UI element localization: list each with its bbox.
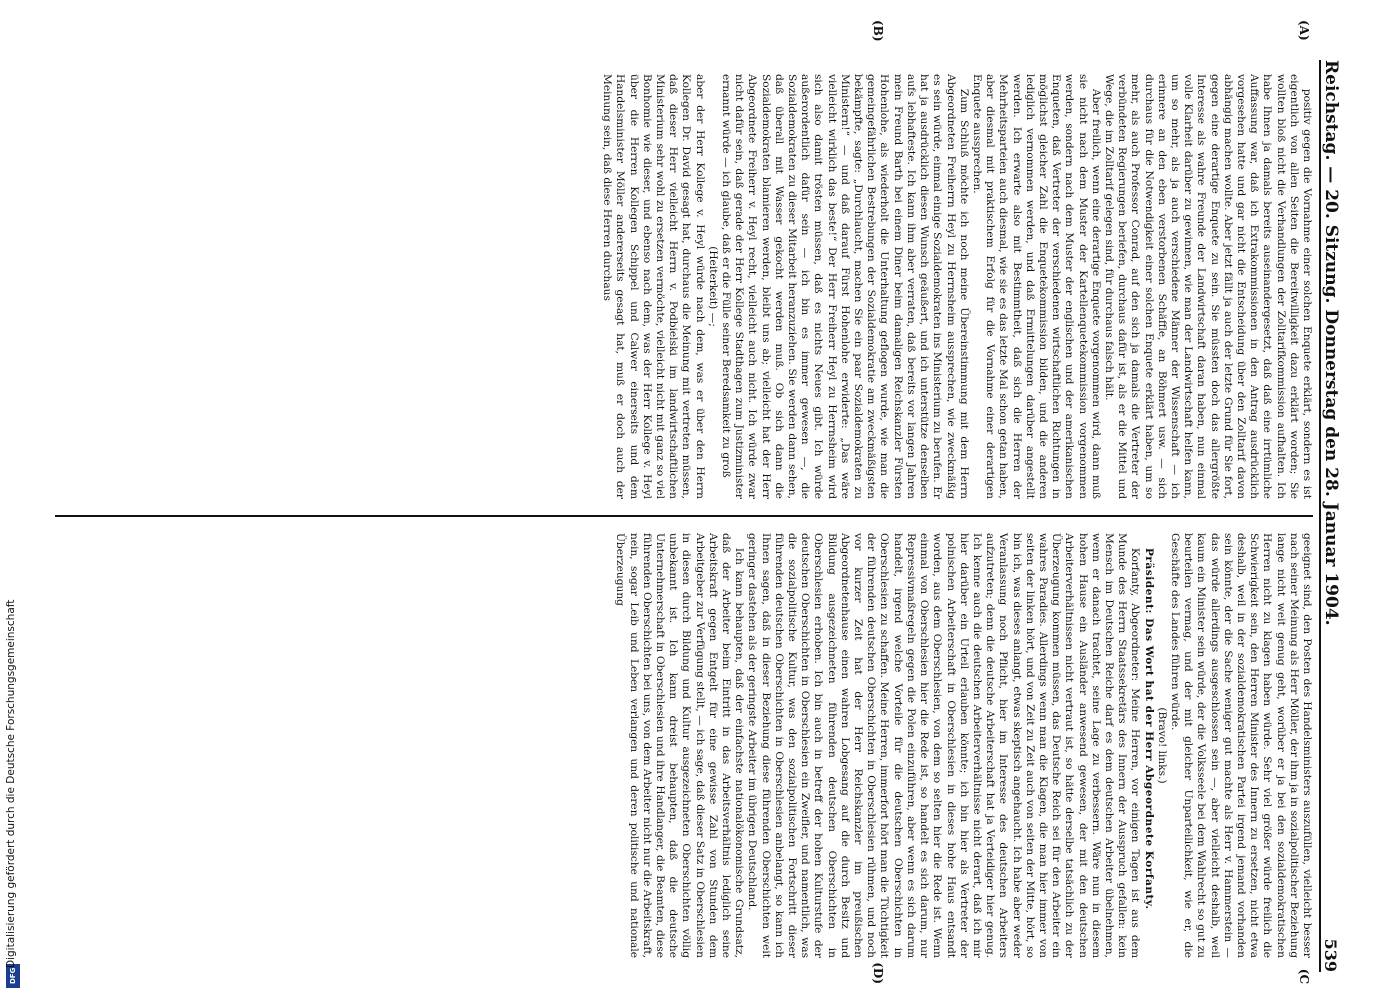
page-number: 539 [1321, 938, 1340, 972]
paragraph: Korfanty, Abgeordneter: Meine Herren, vor einigen Tagen ist aus dem Munde des Herrn Staatssekretärs des Innern der Ausspruch gefallen: kein Mensch im Deutschen Reiche darf es dem deutschen Arbeiter übelnehmen, wenn er danach trachtet, seine Lage zu verbessern. Wäre nun in diesem hohen Hause ein Ausländer anwesend gewesen, der mit den deutschen Arbeiterverhältnissen nicht vertraut ist, so hätte derselbe tatsächlich zu der Überzeugung kommen müssen, das Deutsche Reich sei für den Arbeiter ein wahres Paradies. Allerdings wenn man die Klagen, die man hier immer von seiten der linken hört, und von Zeit zu Zeit auch von seiten der Mitte, hört, so bin ich, was dieses anlangt, etwas skeptisch angehaucht. Ich habe aber weder Veranlassung noch Pflicht, hier im Interesse des deutschen Arbeiters aufzutreten; denn die deutsche Arbeiterschaft hat ja Verteidiger hier genug. Ich kenne auch die deutschen Arbeiterverhältnisse nicht derart, daß ich mir hier darüber ein Urteil erlauben könnte; ich bin hier als Vertreter der polnischen Arbeiterschaft in Oberschlesien in dieses hohe Haus entsandt worden, aus dem Oberschlesien, von dem so selten hier die Rede ist. Wenn einmal von Oberschlesien hier die Rede ist, so handelt es sich darum, nur Repressivmaßregeln gegen die Polen einzuführen, aber wenn es sich darum handelt, irgend welche Vorteile für die deutschen Oberschichten in Oberschlesien zu schaffen. Meine Herren, immerfort hört man die Tüchtigkeit der führenden deutschen Oberschichten in Oberschlesien rühmen, und noch vor kurzer Zeit hat der Herr Reichskanzler im preußischen Abgeordnetenhause einen wahren Lobgesang auf die durch Besitz und Bildung ausgezeichneten führenden deutschen Oberschichten in Oberschlesien erhoben. Ich bin auch in betreff der hohen Kulturstufe der deutschen Oberschichten in Oberschlesien ein Zweifler, und namentlich, was die sozialpolitische Kultur, was den sozialpolitischen Fortschritt dieser führenden deutschen Oberschichten in Oberschlesien anbelangt, so kann ich Ihnen sagen, daß in dieser Beziehung diese führenden Oberschichten weit geringer dastehen als der geringste Arbeiter im übrigen Deutschland. [746, 533, 1142, 958]
paragraph: Ich kann behaupten, daß der einfachste nationalökonomische Grundsatz, daß der Arbeiter beim Eintritt in das Arbeitsverhältnis lediglich seine Arbeitskraft gegen Entgelt für eine gewisse Zahl von Stunden dem Arbeitgeber zur Verfügung stellt, — ich sage, daß dieser Satz in Oberschlesien in diesen durch Bildung und Kultur ausgezeichneten Oberschichten völlig unbekannt ist. Ich kann dreist behaupten, daß die deutsche Unternehmerschaft in Oberschlesien und ihre Handlanger, die Beamten, diese führenden Oberschichten bei uns, von dem Arbeiter nicht nur die Arbeitskraft, nein, sogar Leib und Leben verlangen und deren politische und nationale Überzeugung [614, 533, 746, 958]
paragraph: aber der Herr Kollege v. Heyl würde nach dem, was er über den Herrn Kollegen Dr. David gesagt hat, durchaus die Meinung mit vertreten müssen, daß dieser Herr vielleicht Herrn v. Podbielski im landwirtschaftlichen Ministerium sehr wohl zu ersetzen vermöchte, vielleicht nicht mit ganz so viel Bonhomie wie dieser, und ebenso nach dem, was der Herr Kollege v. Heyl über die Herren Kollegen Schippel und Calwer einerseits und dem Handelsminister Möller andererseits gesagt hat, muß er doch auch der Meinung sein, daß diese Herren durchaus [601, 74, 706, 499]
page-header [1319, 60, 1355, 972]
rotated-sheet [55, 20, 1355, 984]
digitization-credit [4, 4, 18, 994]
interjection: (Heiterkeit) —; [706, 246, 719, 327]
paragraph: positiv gegen die Vornahme einer solchen Enquete erklärt, sondern es ist eigentlich von allen Seiten die Bereitwilligkeit dazu erklärt worden; Sie wollten bloß nicht die Verhandlungen der Zolltarifkommission aufhalten. Ich habe Ihnen ja damals bereits auseinandergesetzt, daß daß eine irrtümliche Auffassung war, daß ich Extrakommissionen in den Antrag ausdrücklich vorgesehen hatte und gar nicht die Entscheidung über den Zolltarif davon abhängig machen wollte. Aber jetzt fällt ja auch der letzte Grund für Sie fort, gegen eine derartige Enquete zu sein. Sie müssten doch das allergrößte Interesse als wahre Freunde der Landwirtschaft daran haben, nun einmal volle Klarheit darüber zu gewinnen, wie man der Landwirtschaft helfen kann, um so mehr, als ja auch verschiedene Männer der Wissenschaft — ich erinnere an den eben verstorbenen Schäffle, an Böhmert usw. — sich durchaus für die Notwendigkeit einer solchen Enquete erklärt haben, um so mehr, als auch Professor Conrad, auf den sich ja damals die Vertreter der verbündeten Regierungen beriefen, durchaus dafür ist, als er die Mittel und Wege, die im Zolltarif gelegen sind, für durchaus falsch hält. [1102, 74, 1313, 499]
text-columns [55, 60, 1313, 972]
speaker-line: Präsident: Das Wort hat der Herr Abgeordnete Korfanty. [1142, 547, 1155, 910]
right-column [55, 519, 1313, 972]
paragraph: geeignet sind, den Posten des Handelsministers auszufüllen, vielleicht besser nach seiner Meinung als Herr Möller, der ihm ja in sozialpolitischer Beziehung lange nicht weit genug geht, worüber er ja bei den sozialdemokratischen Herren nicht zu klagen haben würde. Sehr viel größer würde freilich die Schwierigkeit sein, den Herren Minister des Innern zu ersetzen, nicht etwa deshalb, weil in der sozialdemokratischen Partei irgend jemand vorhanden sein könnte, der die Sache weniger gut machte als Herr v. Hammerstein — das würde allerdings ausgeschlossen sein —, aber vielleicht deshalb, weil kaum ein Minister sein würde, der die Volksseele bei dem Wahlrecht so gut zu beurteilen vermag, und der mit gleicher Unparteilichkeit, wie er, die Geschäfte des Landes führen würde. [1168, 533, 1313, 958]
paragraph: Zum Schluß möchte ich noch meine Übereinstimmung mit dem Herrn Abgeordneten Freiherrn Heyl zu Herrnsheim aussprechen, wie zweckmäßig es sein würde, einmal einige Sozialdemokraten ins Ministerium zu berufen. Er hat ja ausdrücklich diesen Wunsch geäußert, und ich unterstütze denselben aufs lebhafteste. Ich kann ihm aber verraten, daß bereits vor langen Jahren mein Freund Barth bei einem Diner beim damaligen Reichskanzler Fürsten Hohenlohe, als wiederholt die Unterhaltung geflogen wurde, wie man die gemeingefährlichen Bestrebungen der Sozialdemokratie am zweckmäßigsten bekämpfte, sagte: „Durchlaucht, machen Sie ein paar Sozialdemokraten zu Ministern!“ — und daß darauf Fürst Hohenlohe erwiderte: „Das wäre vielleicht wirklich das beste!“ Der Herr Freiherr Heyl zu Herrnsheim wird sich also damit trösten müssen, daß es nichts Neues gibt. Ich würde außerordentlich dafür sein — ich bin es immer gewesen —, die Sozialdemokraten zu dieser Mitarbeit heranzuziehen. Sie werden dann sehen, daß überall mit Wasser gekocht werden muß. Ob sich dann die Sozialdemokraten blamieren werden, bleibt uns ab; vielleicht hat der Herr Abgeordnete Freiherr v. Heyl recht, vielleicht auch nicht. Ich würde zwar nicht dafür sein, daß gerade der Herr Kollege Stadthagen zum Justizminister ernannt würde — ich glaube, daß er die Fülle seiner Beredsamkeit zu groß [720, 74, 970, 499]
credit-text: Digitalisierung gefördert durch die Deutsche Forschungsgemeinschaft [5, 599, 17, 968]
paragraph: Aber freilich, wenn eine derartige Enquete vorgenommen wird, dann muß sie nicht nach dem Muster der Kartellenquetekommission vorgenommen werden, sondern nach dem Muster der englischen und der amerikanischen Enqueten, daß Vertreter der verschiedenen wirtschaftlichen Richtungen in möglichst gleicher Zahl die Enquetekommission bilden, und die anderen lediglich vernommen werden, und daß Ermittelungen darüber angestellt werden. Ich erwarte also mit Bestimmtheit, daß sich die Herren der Mehrheitsparteien auch diesmal, wie sie es das letzte Mal schon getan haben, aber diesmal mit praktischem Erfolg für die Vornahme einer derartigen Enquete aussprechen. [970, 74, 1102, 499]
left-column [55, 60, 1313, 513]
margin-marker-c: (C [1297, 968, 1311, 984]
interjection: (Bravo! links.) [1155, 707, 1168, 784]
header-title: Reichstag. — 20. Sitzung. Donnerstag den 28. Januar 1904. [1321, 60, 1341, 626]
margin-marker-b: (B) [871, 20, 885, 42]
dfg-logo: DFG [6, 964, 20, 988]
column-divider [55, 515, 1313, 517]
margin-marker-a: (A) [1297, 20, 1311, 41]
margin-marker-d: (D) [871, 962, 885, 984]
